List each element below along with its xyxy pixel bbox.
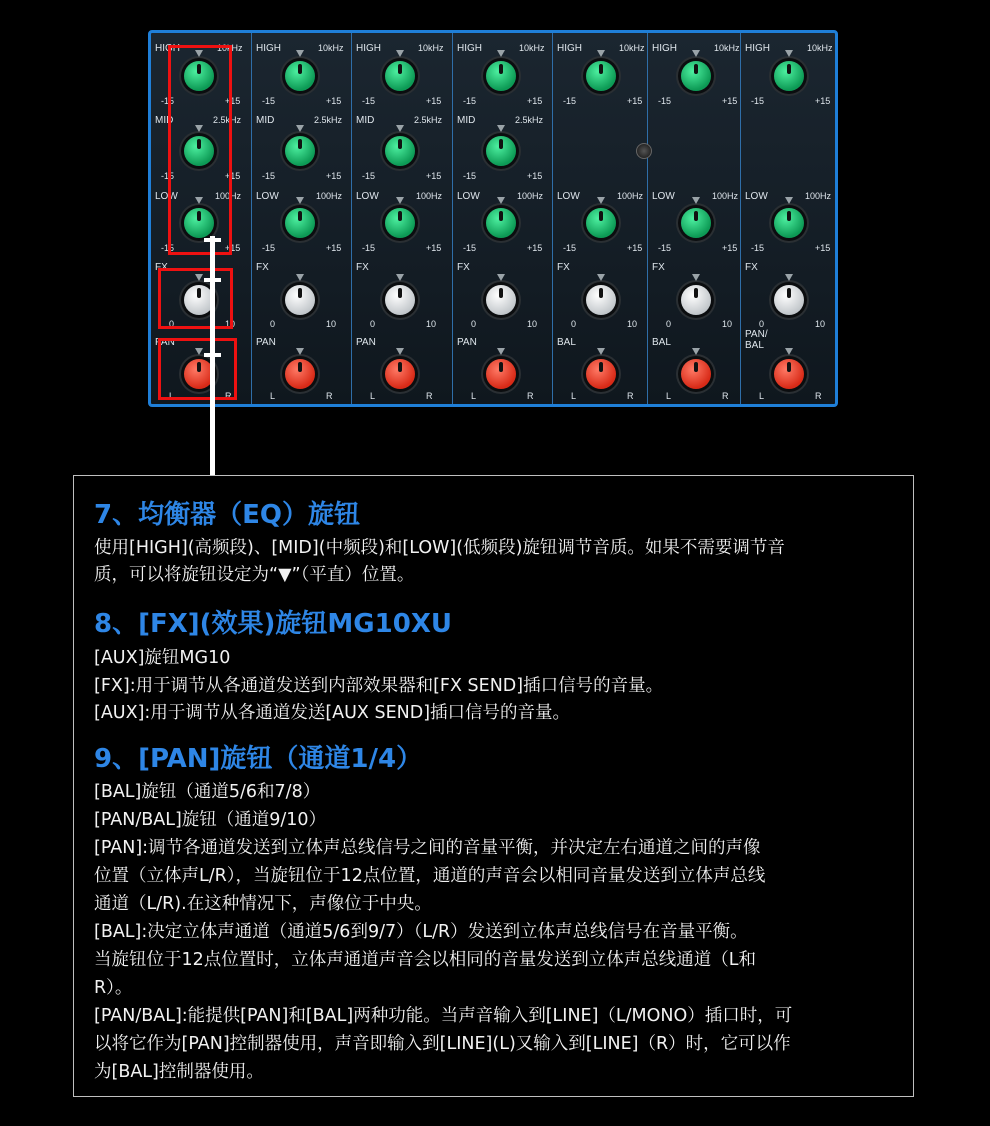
channel-strip: [741, 33, 838, 404]
eq-min-label: -15: [161, 243, 175, 253]
low-eq-knob[interactable]: [385, 208, 415, 238]
eq-min-label: -15: [563, 96, 577, 106]
high-freq-label: 10kHz: [519, 43, 545, 53]
low-eq-knob[interactable]: [586, 208, 616, 238]
eq-max-label: +15: [326, 96, 342, 106]
center-mark-icon: [296, 274, 304, 281]
eq-max-label: +15: [627, 243, 643, 253]
high-eq-knob[interactable]: [586, 61, 616, 91]
eq-highlight-box: [168, 45, 232, 255]
eq-max-label: +15: [527, 96, 543, 106]
center-mark-icon: [497, 197, 505, 204]
eq-min-label: -15: [751, 243, 765, 253]
fx-min-label: 0: [666, 319, 672, 329]
center-mark-icon: [296, 348, 304, 355]
fx-highlight-box: [158, 268, 236, 329]
center-mark-icon: [597, 274, 605, 281]
eq-max-label: +15: [426, 96, 442, 106]
fx-knob[interactable]: [681, 285, 711, 315]
fx-label: FX: [745, 262, 758, 273]
mid-label: MID: [457, 115, 476, 126]
center-mark-icon: [497, 274, 505, 281]
pan-desc-line: [BAL]旋钮（通道5/6和7/8）: [94, 782, 321, 802]
fx-max-label: 10: [225, 319, 236, 329]
eq-max-label: +15: [426, 171, 442, 181]
fx-min-label: 0: [270, 319, 276, 329]
mid-label: MID: [356, 115, 375, 126]
pan-right-label: R: [225, 391, 232, 401]
mid-eq-knob[interactable]: [285, 136, 315, 166]
eq-min-label: -15: [362, 243, 376, 253]
pan-left-label: L: [666, 391, 672, 401]
eq-min-label: -15: [262, 171, 276, 181]
eq-min-label: -15: [563, 243, 577, 253]
eq-max-label: +15: [815, 243, 831, 253]
eq-min-label: -15: [658, 243, 672, 253]
eq-min-label: -15: [161, 96, 175, 106]
pan-left-label: L: [169, 391, 175, 401]
eq-max-label: +15: [527, 171, 543, 181]
eq-max-label: +15: [225, 243, 241, 253]
low-freq-label: 100Hz: [416, 191, 443, 201]
low-eq-knob[interactable]: [285, 208, 315, 238]
center-mark-icon: [597, 348, 605, 355]
pointer-tick: [204, 278, 221, 282]
pan-desc-line: [BAL]:决定立体声通道（通道5/6到9/7）（L/R）发送到立体声总线信号在音量平衡。: [94, 922, 748, 942]
pan-desc-line: [PAN/BAL]:能提供[PAN]和[BAL]两种功能。当声音输入到[LINE]（L/MONO）插口时，可: [94, 1006, 793, 1026]
pan-label: PAN: [256, 337, 276, 348]
fx-knob[interactable]: [774, 285, 804, 315]
mixer-panel: [148, 30, 838, 407]
pan-knob[interactable]: [774, 359, 804, 389]
center-mark-icon: [597, 50, 605, 57]
fx-max-label: 10: [815, 319, 826, 329]
low-label: LOW: [557, 191, 580, 202]
pan-left-label: L: [759, 391, 765, 401]
eq-min-label: -15: [362, 171, 376, 181]
fx-label: FX: [652, 262, 665, 273]
high-eq-knob[interactable]: [486, 61, 516, 91]
high-eq-knob[interactable]: [774, 61, 804, 91]
eq-min-label: -15: [463, 243, 477, 253]
fx-min-label: 0: [759, 319, 765, 329]
channel-strip: [553, 33, 648, 404]
low-label: LOW: [457, 191, 480, 202]
pan-label: PAN: [457, 337, 477, 348]
center-mark-icon: [497, 50, 505, 57]
low-freq-label: 100Hz: [215, 191, 242, 201]
center-mark-icon: [396, 125, 404, 132]
low-freq-label: 100Hz: [617, 191, 644, 201]
fx-min-label: 0: [370, 319, 376, 329]
center-mark-icon: [785, 348, 793, 355]
channel-strip: [352, 33, 453, 404]
eq-max-label: +15: [225, 171, 241, 181]
low-label: LOW: [652, 191, 675, 202]
mid-label: MID: [155, 115, 174, 126]
fx-min-label: 0: [471, 319, 477, 329]
pan-label: PAN: [356, 337, 376, 348]
pan-desc-line: 当旋钮位于12点位置时，立体声通道声音会以相同的音量发送到立体声总线通道（L和: [94, 950, 757, 970]
mid-freq-label: 2.5kHz: [515, 115, 544, 125]
high-eq-knob[interactable]: [285, 61, 315, 91]
low-eq-knob[interactable]: [486, 208, 516, 238]
center-mark-icon: [785, 274, 793, 281]
pan-desc-line: [PAN/BAL]旋钮（通道9/10）: [94, 810, 327, 830]
pan-left-label: L: [270, 391, 276, 401]
fx-label: FX: [155, 262, 168, 273]
fx-max-label: 10: [426, 319, 437, 329]
center-mark-icon: [692, 348, 700, 355]
center-mark-icon: [396, 348, 404, 355]
mid-freq-label: 2.5kHz: [213, 115, 242, 125]
eq-min-label: -15: [751, 96, 765, 106]
high-eq-knob[interactable]: [385, 61, 415, 91]
center-mark-icon: [396, 50, 404, 57]
fx-label: FX: [356, 262, 369, 273]
eq-min-label: -15: [262, 96, 276, 106]
pan-knob[interactable]: [586, 359, 616, 389]
pan-right-label: R: [326, 391, 333, 401]
pan-label: BAL: [557, 337, 576, 348]
mid-freq-label: 2.5kHz: [314, 115, 343, 125]
high-eq-knob[interactable]: [681, 61, 711, 91]
pointer-tick: [204, 238, 221, 242]
eq-max-label: +15: [722, 243, 738, 253]
low-label: LOW: [155, 191, 178, 202]
high-freq-label: 10kHz: [217, 43, 243, 53]
pan-highlight-box: [158, 338, 237, 400]
fx-max-label: 10: [722, 319, 733, 329]
pan-knob[interactable]: [385, 359, 415, 389]
pan-desc-line: 位置（立体声L/R），当旋钮位于12点位置，通道的声音会以相同音量发送到立体声总线: [94, 866, 766, 886]
high-label: HIGH: [745, 43, 770, 54]
fx-max-label: 10: [527, 319, 538, 329]
low-eq-knob[interactable]: [681, 208, 711, 238]
eq-max-label: +15: [326, 243, 342, 253]
fx-min-label: 0: [169, 319, 175, 329]
fx-label: FX: [457, 262, 470, 273]
center-mark-icon: [497, 348, 505, 355]
fx-knob[interactable]: [586, 285, 616, 315]
fx-min-label: 0: [571, 319, 577, 329]
fx-label: FX: [256, 262, 269, 273]
pan-right-label: R: [426, 391, 433, 401]
high-freq-label: 10kHz: [807, 43, 833, 53]
fx-max-label: 10: [627, 319, 638, 329]
pan-desc-line: 以将它作为[PAN]控制器使用，声音即输入到[LINE](L)又输入到[LINE]（R）时，它可以作: [94, 1034, 791, 1054]
pan-desc-line: R）。: [94, 978, 133, 998]
eq-section-title: 7、均衡器（EQ）旋钮: [94, 500, 360, 530]
screw-icon: [636, 143, 652, 159]
fx-desc-line: [AUX]旋钮MG10: [94, 648, 231, 668]
channel-strip: [252, 33, 352, 404]
fx-max-label: 10: [326, 319, 337, 329]
high-label: HIGH: [155, 43, 180, 54]
fx-knob[interactable]: [486, 285, 516, 315]
pan-label: PAN: [155, 337, 175, 348]
pan-label: BAL: [652, 337, 671, 348]
pan-label: PAN/ BAL: [745, 329, 768, 351]
eq-desc-line: 质，可以将旋钮设定为“▼”（平直）位置。: [94, 565, 415, 585]
high-label: HIGH: [557, 43, 582, 54]
low-freq-label: 100Hz: [805, 191, 832, 201]
fx-label: FX: [557, 262, 570, 273]
info-box: [73, 475, 914, 1097]
low-eq-knob[interactable]: [774, 208, 804, 238]
eq-max-label: +15: [815, 96, 831, 106]
low-label: LOW: [745, 191, 768, 202]
fx-knob[interactable]: [285, 285, 315, 315]
high-freq-label: 10kHz: [714, 43, 740, 53]
high-label: HIGH: [652, 43, 677, 54]
low-freq-label: 100Hz: [517, 191, 544, 201]
eq-min-label: -15: [362, 96, 376, 106]
eq-desc-line: 使用[HIGH](高频段)、[MID](中频段)和[LOW](低频段)旋钮调节音质。如果不需要调节音: [94, 538, 785, 558]
pan-left-label: L: [370, 391, 376, 401]
eq-max-label: +15: [722, 96, 738, 106]
low-label: LOW: [256, 191, 279, 202]
pan-knob[interactable]: [486, 359, 516, 389]
mid-eq-knob[interactable]: [385, 136, 415, 166]
high-label: HIGH: [457, 43, 482, 54]
low-freq-label: 100Hz: [316, 191, 343, 201]
fx-desc-line: [AUX]:用于调节从各通道发送[AUX SEND]插口信号的音量。: [94, 703, 571, 723]
eq-min-label: -15: [161, 171, 175, 181]
eq-min-label: -15: [658, 96, 672, 106]
eq-max-label: +15: [326, 171, 342, 181]
pan-section-title: 9、[PAN]旋钮（通道1/4）: [94, 744, 423, 774]
channel-strip: [648, 33, 741, 404]
pan-right-label: R: [815, 391, 822, 401]
channel-strip: [453, 33, 553, 404]
pan-desc-line: 通道（L/R).在这种情况下，声像位于中央。: [94, 894, 432, 914]
eq-max-label: +15: [527, 243, 543, 253]
pan-right-label: R: [527, 391, 534, 401]
low-label: LOW: [356, 191, 379, 202]
mid-freq-label: 2.5kHz: [414, 115, 443, 125]
pointer-tick: [204, 353, 221, 357]
fx-knob[interactable]: [385, 285, 415, 315]
eq-min-label: -15: [463, 96, 477, 106]
pan-desc-line: 为[BAL]控制器使用。: [94, 1062, 264, 1082]
center-mark-icon: [296, 197, 304, 204]
pan-knob[interactable]: [681, 359, 711, 389]
high-freq-label: 10kHz: [619, 43, 645, 53]
mid-eq-knob[interactable]: [486, 136, 516, 166]
pan-desc-line: [PAN]:调节各通道发送到立体声总线信号之间的音量平衡，并决定左右通道之间的声像: [94, 838, 761, 858]
fx-section-title: 8、[FX](效果)旋钮MG10XU: [94, 609, 452, 639]
center-mark-icon: [396, 274, 404, 281]
eq-min-label: -15: [463, 171, 477, 181]
center-mark-icon: [597, 197, 605, 204]
high-label: HIGH: [256, 43, 281, 54]
low-freq-label: 100Hz: [712, 191, 739, 201]
center-mark-icon: [396, 197, 404, 204]
center-mark-icon: [785, 50, 793, 57]
center-mark-icon: [296, 50, 304, 57]
eq-min-label: -15: [262, 243, 276, 253]
high-label: HIGH: [356, 43, 381, 54]
pan-knob[interactable]: [285, 359, 315, 389]
pan-left-label: L: [471, 391, 477, 401]
high-freq-label: 10kHz: [318, 43, 344, 53]
eq-max-label: +15: [627, 96, 643, 106]
center-mark-icon: [296, 125, 304, 132]
pan-left-label: L: [571, 391, 577, 401]
center-mark-icon: [785, 197, 793, 204]
eq-max-label: +15: [225, 96, 241, 106]
center-mark-icon: [692, 274, 700, 281]
pan-right-label: R: [722, 391, 729, 401]
eq-max-label: +15: [426, 243, 442, 253]
mid-label: MID: [256, 115, 275, 126]
center-mark-icon: [692, 50, 700, 57]
high-freq-label: 10kHz: [418, 43, 444, 53]
pan-right-label: R: [627, 391, 634, 401]
fx-desc-line: [FX]:用于调节从各通道发送到内部效果器和[FX SEND]插口信号的音量。: [94, 676, 664, 696]
center-mark-icon: [692, 197, 700, 204]
center-mark-icon: [497, 125, 505, 132]
